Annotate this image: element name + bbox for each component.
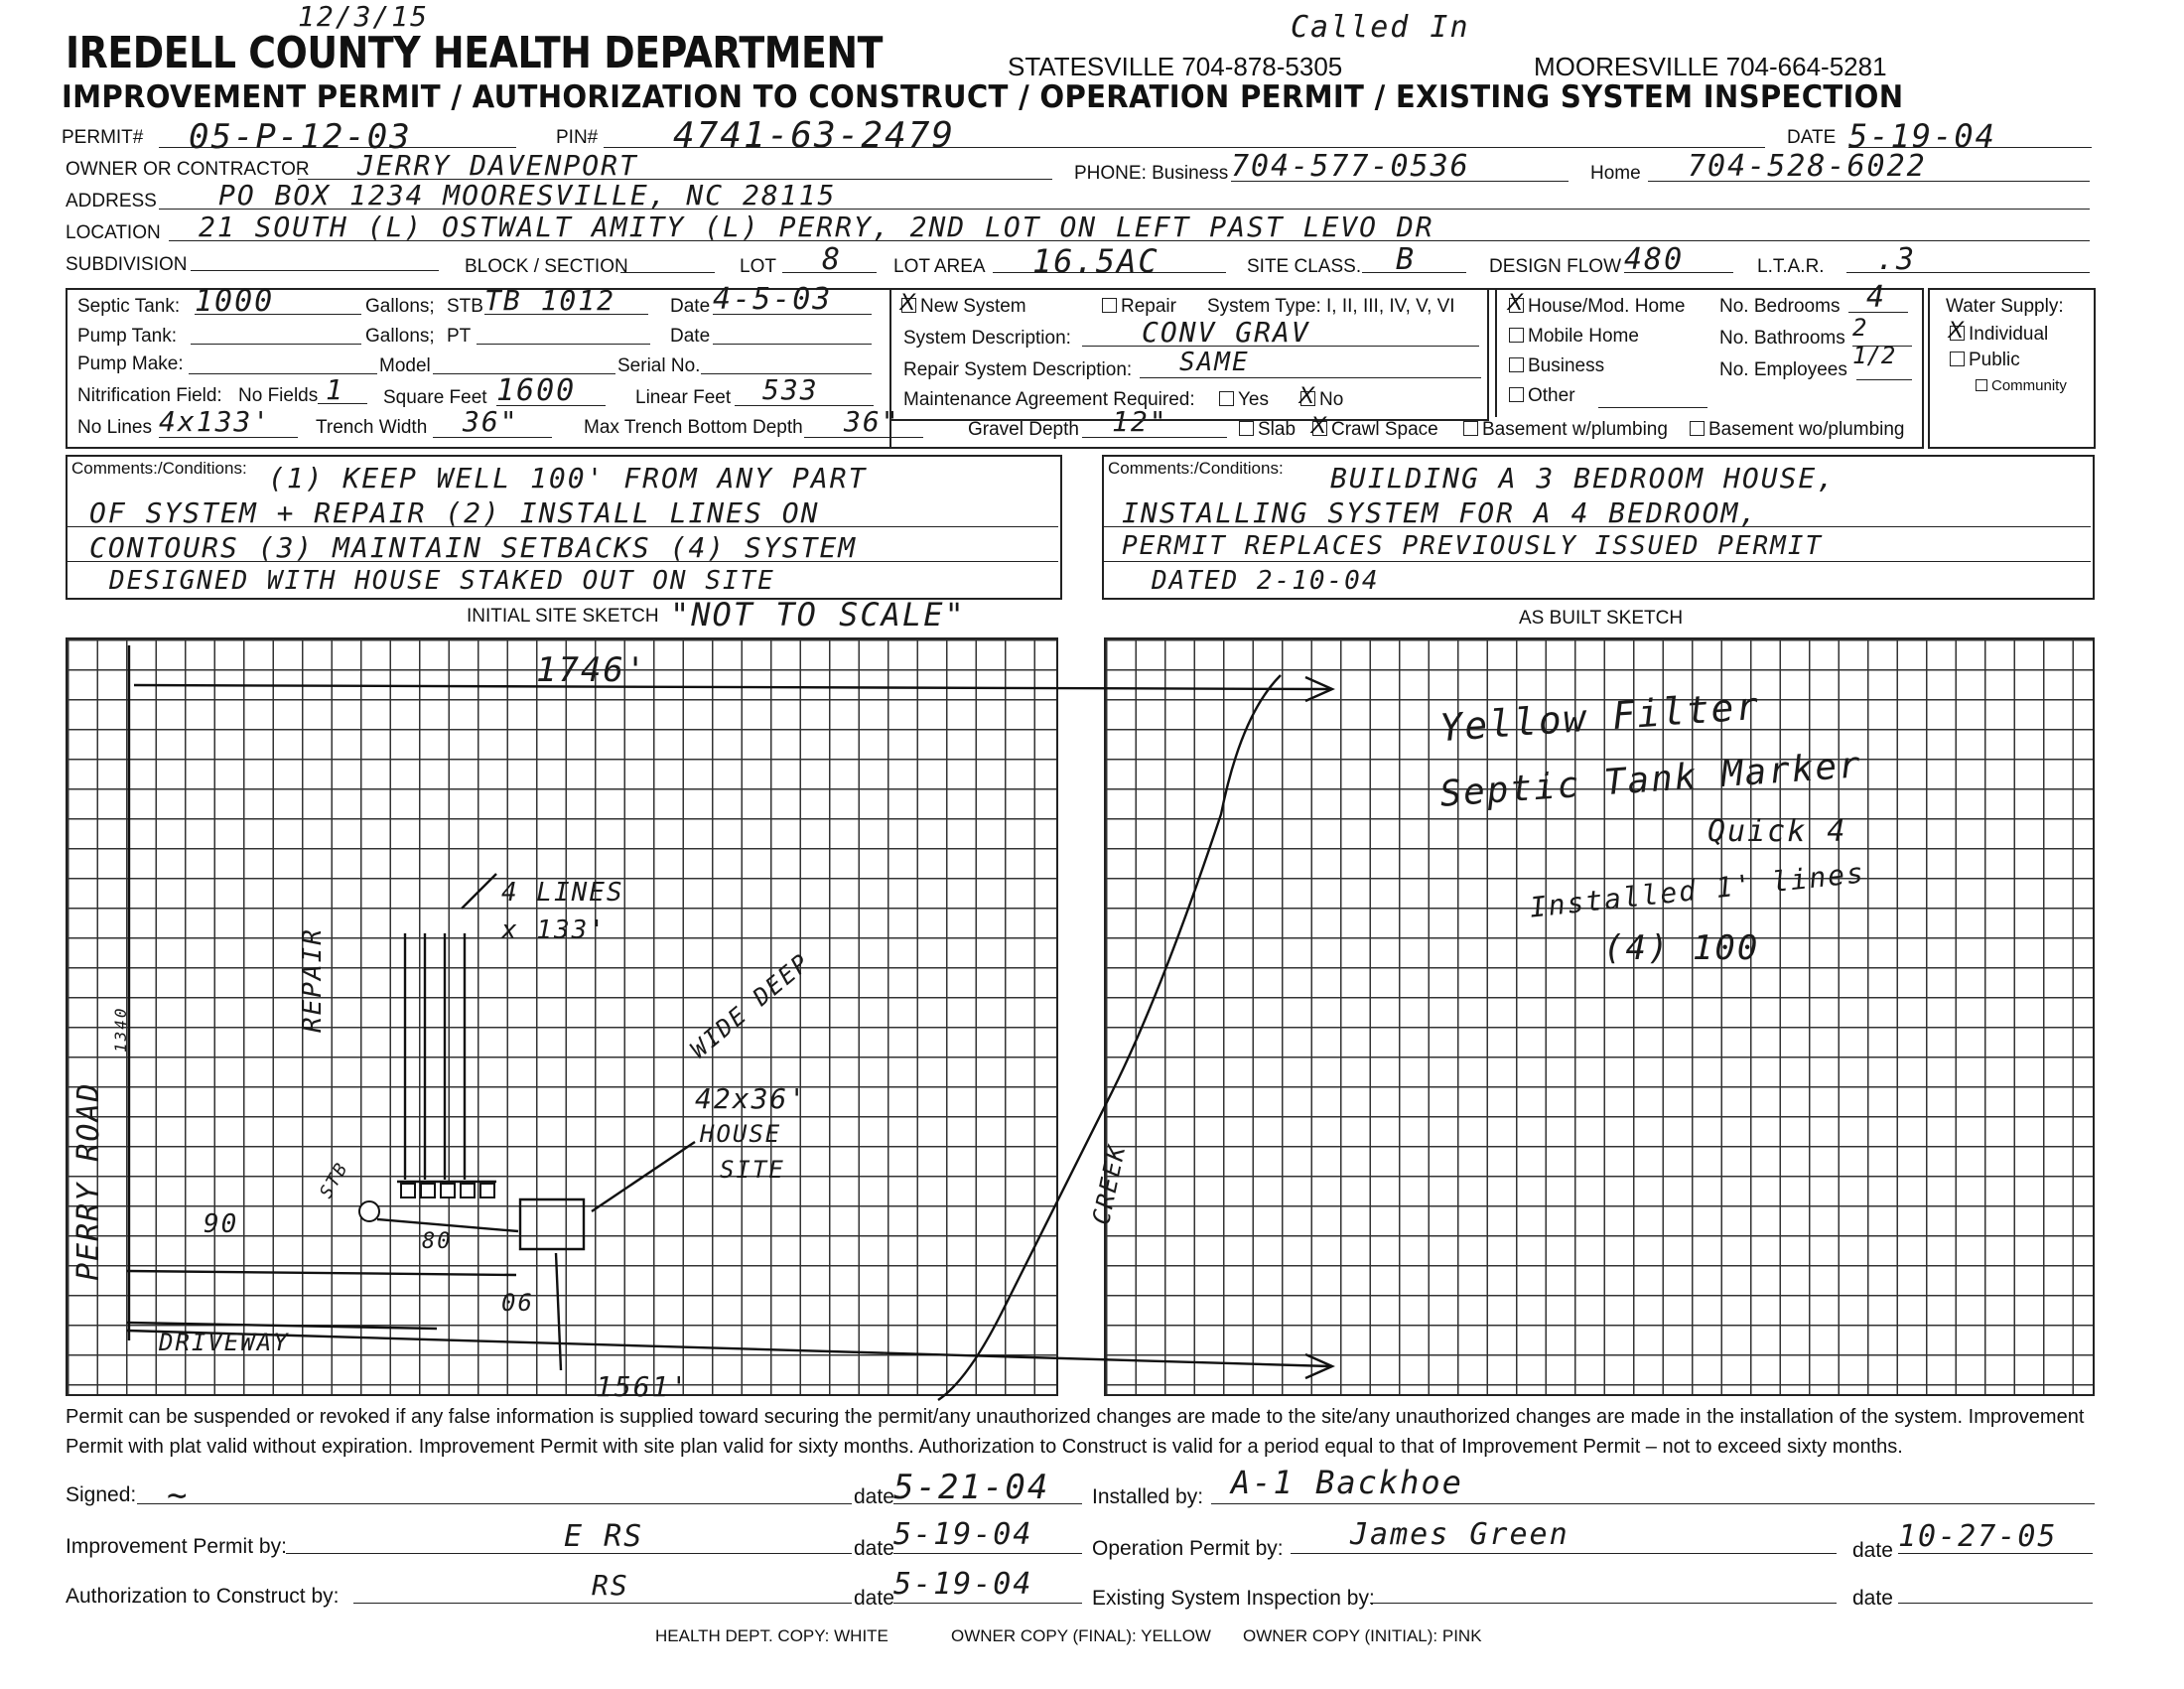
basement-with-plumbing-label: Basement w/plumbing [1482, 419, 1668, 440]
address-value: PO BOX 1234 MOORESVILLE, NC 28115 [218, 179, 837, 211]
pt-label: PT [447, 326, 472, 347]
square-feet-value: 1600 [496, 373, 577, 408]
serial-label: Serial No. [617, 355, 701, 376]
improvement-permit-label: Improvement Permit by: [66, 1535, 287, 1558]
lot-area-value: 16.5AC [1032, 242, 1160, 280]
new-system-label: New System [920, 296, 1026, 317]
sketch-creek: CREEK [1087, 1141, 1132, 1227]
no-fields-label: No Fields [238, 385, 319, 406]
not-to-scale-note: "NOT TO SCALE" [670, 596, 966, 633]
drain-box-2 [421, 1184, 435, 1197]
copy-pink-label: OWNER COPY (INITIAL): PINK [1243, 1626, 1482, 1645]
signed-date-label: date [854, 1485, 894, 1508]
septic-gallons-label: Gallons; [365, 296, 435, 317]
septic-tank-label: Septic Tank: [77, 296, 181, 317]
house-vertical-arrow [556, 1253, 561, 1370]
maintenance-yes-label: Yes [1238, 389, 1269, 410]
site-class-value: B [1396, 242, 1417, 277]
drain-box-1 [401, 1184, 415, 1197]
as-built-note-3: Quick 4 [1707, 814, 1847, 849]
other-label: Other [1528, 385, 1575, 406]
phone-home-label: Home [1590, 163, 1641, 184]
ltar-label: L.T.A.R. [1757, 256, 1825, 277]
pump-date-label: Date [670, 326, 711, 347]
septic-date-value: 4-5-03 [713, 282, 833, 317]
crawl-space-checkbox[interactable]: X [1310, 412, 1327, 439]
linear-feet-value: 533 [762, 373, 819, 406]
owner-label: OWNER OR CONTRACTOR [66, 159, 310, 180]
basement-without-plumbing-label: Basement wo/plumbing [1708, 419, 1905, 440]
as-built-note-2: Septic Tank Marker [1438, 745, 1864, 815]
signed-field[interactable] [137, 1476, 852, 1515]
signed-date-field[interactable] [893, 1468, 1082, 1507]
pump-make-label: Pump Make: [77, 353, 184, 374]
comments-left-line-3: CONTOURS (3) MAINTAIN SETBACKS (4) SYSTEM [89, 531, 858, 564]
sketch-perry-road: PERRY ROAD [71, 1081, 106, 1281]
existing-inspection-field[interactable] [1370, 1581, 1837, 1604]
mobile-home-label: Mobile Home [1528, 326, 1639, 347]
gravel-depth-value: 12" [1112, 405, 1168, 438]
permit-type-subtitle: IMPROVEMENT PERMIT / AUTHORIZATION TO CONSTRUCT / OPERATION PERMIT / EXISTING SYSTEM INSPECTION [62, 79, 1904, 115]
sketch-repair-label: REPAIR [298, 927, 328, 1033]
repair-description-value: SAME [1179, 348, 1250, 377]
no-fields-value: 1 [326, 373, 344, 406]
drain-box-3 [441, 1184, 455, 1197]
authorization-date-value: 5-19-04 [893, 1567, 1033, 1602]
authorization-date-label: date [854, 1587, 894, 1610]
as-built-note-5: (4) 100 [1603, 928, 1760, 968]
copy-white-label: HEALTH DEPT. COPY: WHITE [655, 1626, 888, 1645]
system-description-label: System Description: [903, 328, 1071, 349]
phone-home-value: 704-528-6022 [1688, 149, 1927, 184]
max-depth-label: Max Trench Bottom Depth [584, 417, 803, 438]
maintenance-no-checkbox[interactable]: X [1298, 382, 1315, 409]
improvement-date-field[interactable] [893, 1517, 1082, 1554]
lot-width-arrow [127, 1271, 516, 1275]
drain-box-5 [480, 1184, 494, 1197]
sketch-stb-label: STB [316, 1158, 353, 1202]
pin-label: PIN# [556, 127, 599, 148]
as-built-note-1: Yellow Filter [1437, 683, 1762, 751]
house-checkbox[interactable]: X [1507, 289, 1524, 316]
signed-label: Signed: [66, 1483, 137, 1506]
house-label: House/Mod. Home [1528, 296, 1686, 317]
statesville-phone: STATESVILLE 704-878-5305 [1008, 52, 1343, 81]
new-system-checkbox[interactable]: X [899, 289, 916, 316]
existing-inspection-date-label: date [1852, 1587, 1893, 1610]
septic-date-label: Date [670, 296, 711, 317]
stb-value: TB 1012 [484, 284, 616, 317]
lot-value: 8 [822, 242, 843, 277]
lot-area-label: LOT AREA [893, 256, 986, 277]
comments-right-line-1: BUILDING A 3 BEDROOM HOUSE, [1330, 462, 1837, 494]
owner-value: JERRY DAVENPORT [357, 149, 638, 182]
slab-label: Slab [1258, 419, 1297, 440]
copy-yellow-label: OWNER COPY (FINAL): YELLOW [951, 1626, 1211, 1645]
gravel-depth-label: Gravel Depth [968, 419, 1079, 440]
improvement-permit-field[interactable] [286, 1519, 852, 1554]
pin-value: 4741-63-2479 [673, 115, 956, 156]
bedrooms-label: No. Bedrooms [1719, 296, 1841, 317]
improvement-permit-signature: E RS [564, 1519, 644, 1554]
operation-date-label: date [1852, 1539, 1893, 1562]
operation-permit-label: Operation Permit by: [1092, 1537, 1284, 1560]
handwritten-called-in: Called In [1291, 10, 1470, 45]
department-title: IREDELL COUNTY HEALTH DEPARTMENT [66, 28, 884, 78]
creek-line [938, 675, 1281, 1400]
sketch-house-note-4: SITE [720, 1156, 785, 1184]
comments-left-label: Comments:/Conditions: [71, 459, 247, 478]
operation-permit-field[interactable] [1291, 1517, 1837, 1554]
individual-label: Individual [1969, 324, 2049, 345]
sketch-driveway: DRIVEWAY [159, 1329, 290, 1356]
sketch-house-note-3: HOUSE [700, 1120, 782, 1148]
permit-number-value: 05-P-12-03 [189, 117, 412, 157]
authorization-date-field[interactable] [893, 1567, 1082, 1604]
operation-date-field[interactable] [1898, 1519, 2093, 1554]
top-dimension-arrow [134, 685, 1330, 689]
repair-description-label: Repair System Description: [903, 359, 1133, 380]
sketch-road-number: 1340 [111, 1006, 130, 1053]
system-description-value: CONV GRAV [1142, 316, 1310, 349]
sketch-dim-top: 1746' [536, 650, 648, 690]
drain-box-4 [461, 1184, 475, 1197]
signed-date-value: 5-21-04 [893, 1468, 1050, 1507]
site-class-label: SITE CLASS. [1247, 256, 1362, 277]
date-label: DATE [1787, 127, 1837, 148]
bathrooms-label: No. Bathrooms [1719, 328, 1845, 349]
authorization-field[interactable] [353, 1569, 852, 1604]
septic-tank-symbol [359, 1201, 379, 1221]
comments-right-label: Comments:/Conditions: [1108, 459, 1284, 478]
operation-date-value: 10-27-05 [1898, 1519, 2058, 1554]
handwritten-date-top: 12/3/15 [298, 0, 430, 33]
existing-inspection-date-field[interactable] [1898, 1581, 2093, 1604]
location-label: LOCATION [66, 222, 161, 243]
trench-width-value: 36" [463, 405, 519, 438]
sketch-dim-06: 06 [501, 1289, 534, 1317]
bedrooms-value: 4 [1866, 280, 1887, 315]
installed-by-field[interactable] [1211, 1464, 2095, 1504]
address-label: ADDRESS [66, 191, 157, 211]
comments-left-line-4: DESIGNED WITH HOUSE STAKED OUT ON SITE [109, 566, 775, 596]
installed-by-value: A-1 Backhoe [1231, 1464, 1463, 1501]
square-feet-label: Square Feet [383, 387, 487, 408]
trench-width-label: Trench Width [316, 417, 428, 438]
permit-disclaimer: Permit can be suspended or revoked if any false information is supplied toward securing the permit/any unauthorized changes are made to the site/any unauthorized changes are made in the installation of the system. Improvement Permit with plat valid without expiration. Improvement Permit with site plan valid for sixty months. Authorization to Construct is valid for a period equal to that of Improvement Permit – not to exceed sixty months. [66, 1406, 2085, 1458]
phone-business-value: 704-577-0536 [1231, 149, 1470, 184]
model-label: Model [379, 355, 431, 376]
sketch-dim-80: 80 [422, 1229, 453, 1254]
authorization-signature: RS [592, 1569, 629, 1602]
comments-left-line-1: (1) KEEP WELL 100' FROM ANY PART [268, 462, 868, 494]
sketch-dim-bottom: 1561' [596, 1370, 690, 1403]
existing-inspection-label: Existing System Inspection by: [1092, 1587, 1375, 1610]
public-label: Public [1969, 350, 2020, 370]
business-label: Business [1528, 355, 1605, 376]
stb-label: STB [447, 296, 483, 317]
comments-right-line-3: PERMIT REPLACES PREVIOUSLY ISSUED PERMIT [1122, 531, 1824, 561]
improvement-date-value: 5-19-04 [893, 1517, 1033, 1552]
water-supply-label: Water Supply: [1946, 296, 2064, 317]
maintenance-label: Maintenance Agreement Required: [903, 389, 1195, 410]
system-type-label: System Type: I, II, III, IV, V, VI [1207, 296, 1455, 317]
improvement-date-label: date [854, 1537, 894, 1560]
sketch-house-note-2: 42x36' [695, 1082, 808, 1115]
pump-tank-label: Pump Tank: [77, 326, 177, 347]
lines-pointer [462, 874, 496, 909]
ltar-value: .3 [1876, 242, 1917, 277]
nitrification-label: Nitrification Field: [77, 385, 222, 406]
comments-right-line-2: INSTALLING SYSTEM FOR A 4 BEDROOM, [1122, 496, 1759, 529]
mooresville-phone: MOORESVILLE 704-664-5281 [1534, 52, 1887, 81]
sketch-lines-note: 4 LINES x 133' [501, 878, 624, 945]
house-arrow [592, 1142, 695, 1211]
design-flow-label: DESIGN FLOW [1489, 256, 1622, 277]
repair-label: Repair [1121, 296, 1176, 317]
permit-number-label: PERMIT# [62, 127, 144, 148]
subdivision-label: SUBDIVISION [66, 254, 188, 275]
pump-gallons-label: Gallons; [365, 326, 435, 347]
sketch-dim-90: 90 [204, 1209, 239, 1239]
authorization-label: Authorization to Construct by: [66, 1585, 340, 1608]
lot-label: LOT [740, 256, 776, 277]
comments-left-line-2: OF SYSTEM + REPAIR (2) INSTALL LINES ON [89, 496, 820, 529]
sketch-house-note-1: WIDE DEEP [685, 947, 816, 1064]
initial-site-sketch-title: INITIAL SITE SKETCH [467, 606, 659, 627]
installed-by-label: Installed by: [1092, 1485, 1204, 1508]
date-value: 5-19-04 [1848, 117, 1996, 155]
block-section-label: BLOCK / SECTION [465, 256, 628, 277]
employees-label: No. Employees [1719, 359, 1847, 380]
bathrooms-value: 2 1/2 [1852, 314, 1896, 369]
bottom-dimension-arrow [127, 1331, 1330, 1366]
phone-business-label: PHONE: Business [1074, 163, 1229, 184]
septic-tank-value: 1000 [195, 284, 275, 319]
as-built-sketch-title: AS BUILT SKETCH [1519, 608, 1684, 629]
individual-checkbox[interactable]: X [1948, 317, 1965, 344]
design-flow-value: 480 [1624, 242, 1685, 277]
maintenance-no-label: No [1319, 389, 1344, 410]
linear-feet-label: Linear Feet [635, 387, 732, 408]
house-site-box [520, 1199, 584, 1249]
location-value: 21 SOUTH (L) OSTWALT AMITY (L) PERRY, 2ND LOT ON LEFT PAST LEVO DR [199, 211, 1434, 243]
no-lines-label: No Lines [77, 417, 152, 438]
crawl-space-label: Crawl Space [1331, 419, 1438, 440]
signed-signature-mark: ~ [167, 1476, 190, 1515]
operation-permit-signature: James Green [1350, 1517, 1570, 1552]
comments-right-line-4: DATED 2-10-04 [1152, 566, 1380, 596]
no-lines-value: 4x133' [159, 405, 272, 438]
max-depth-value: 36" [844, 405, 900, 438]
community-label: Community [1991, 377, 2067, 394]
as-built-note-4: Installed 1' lines [1528, 856, 1867, 924]
